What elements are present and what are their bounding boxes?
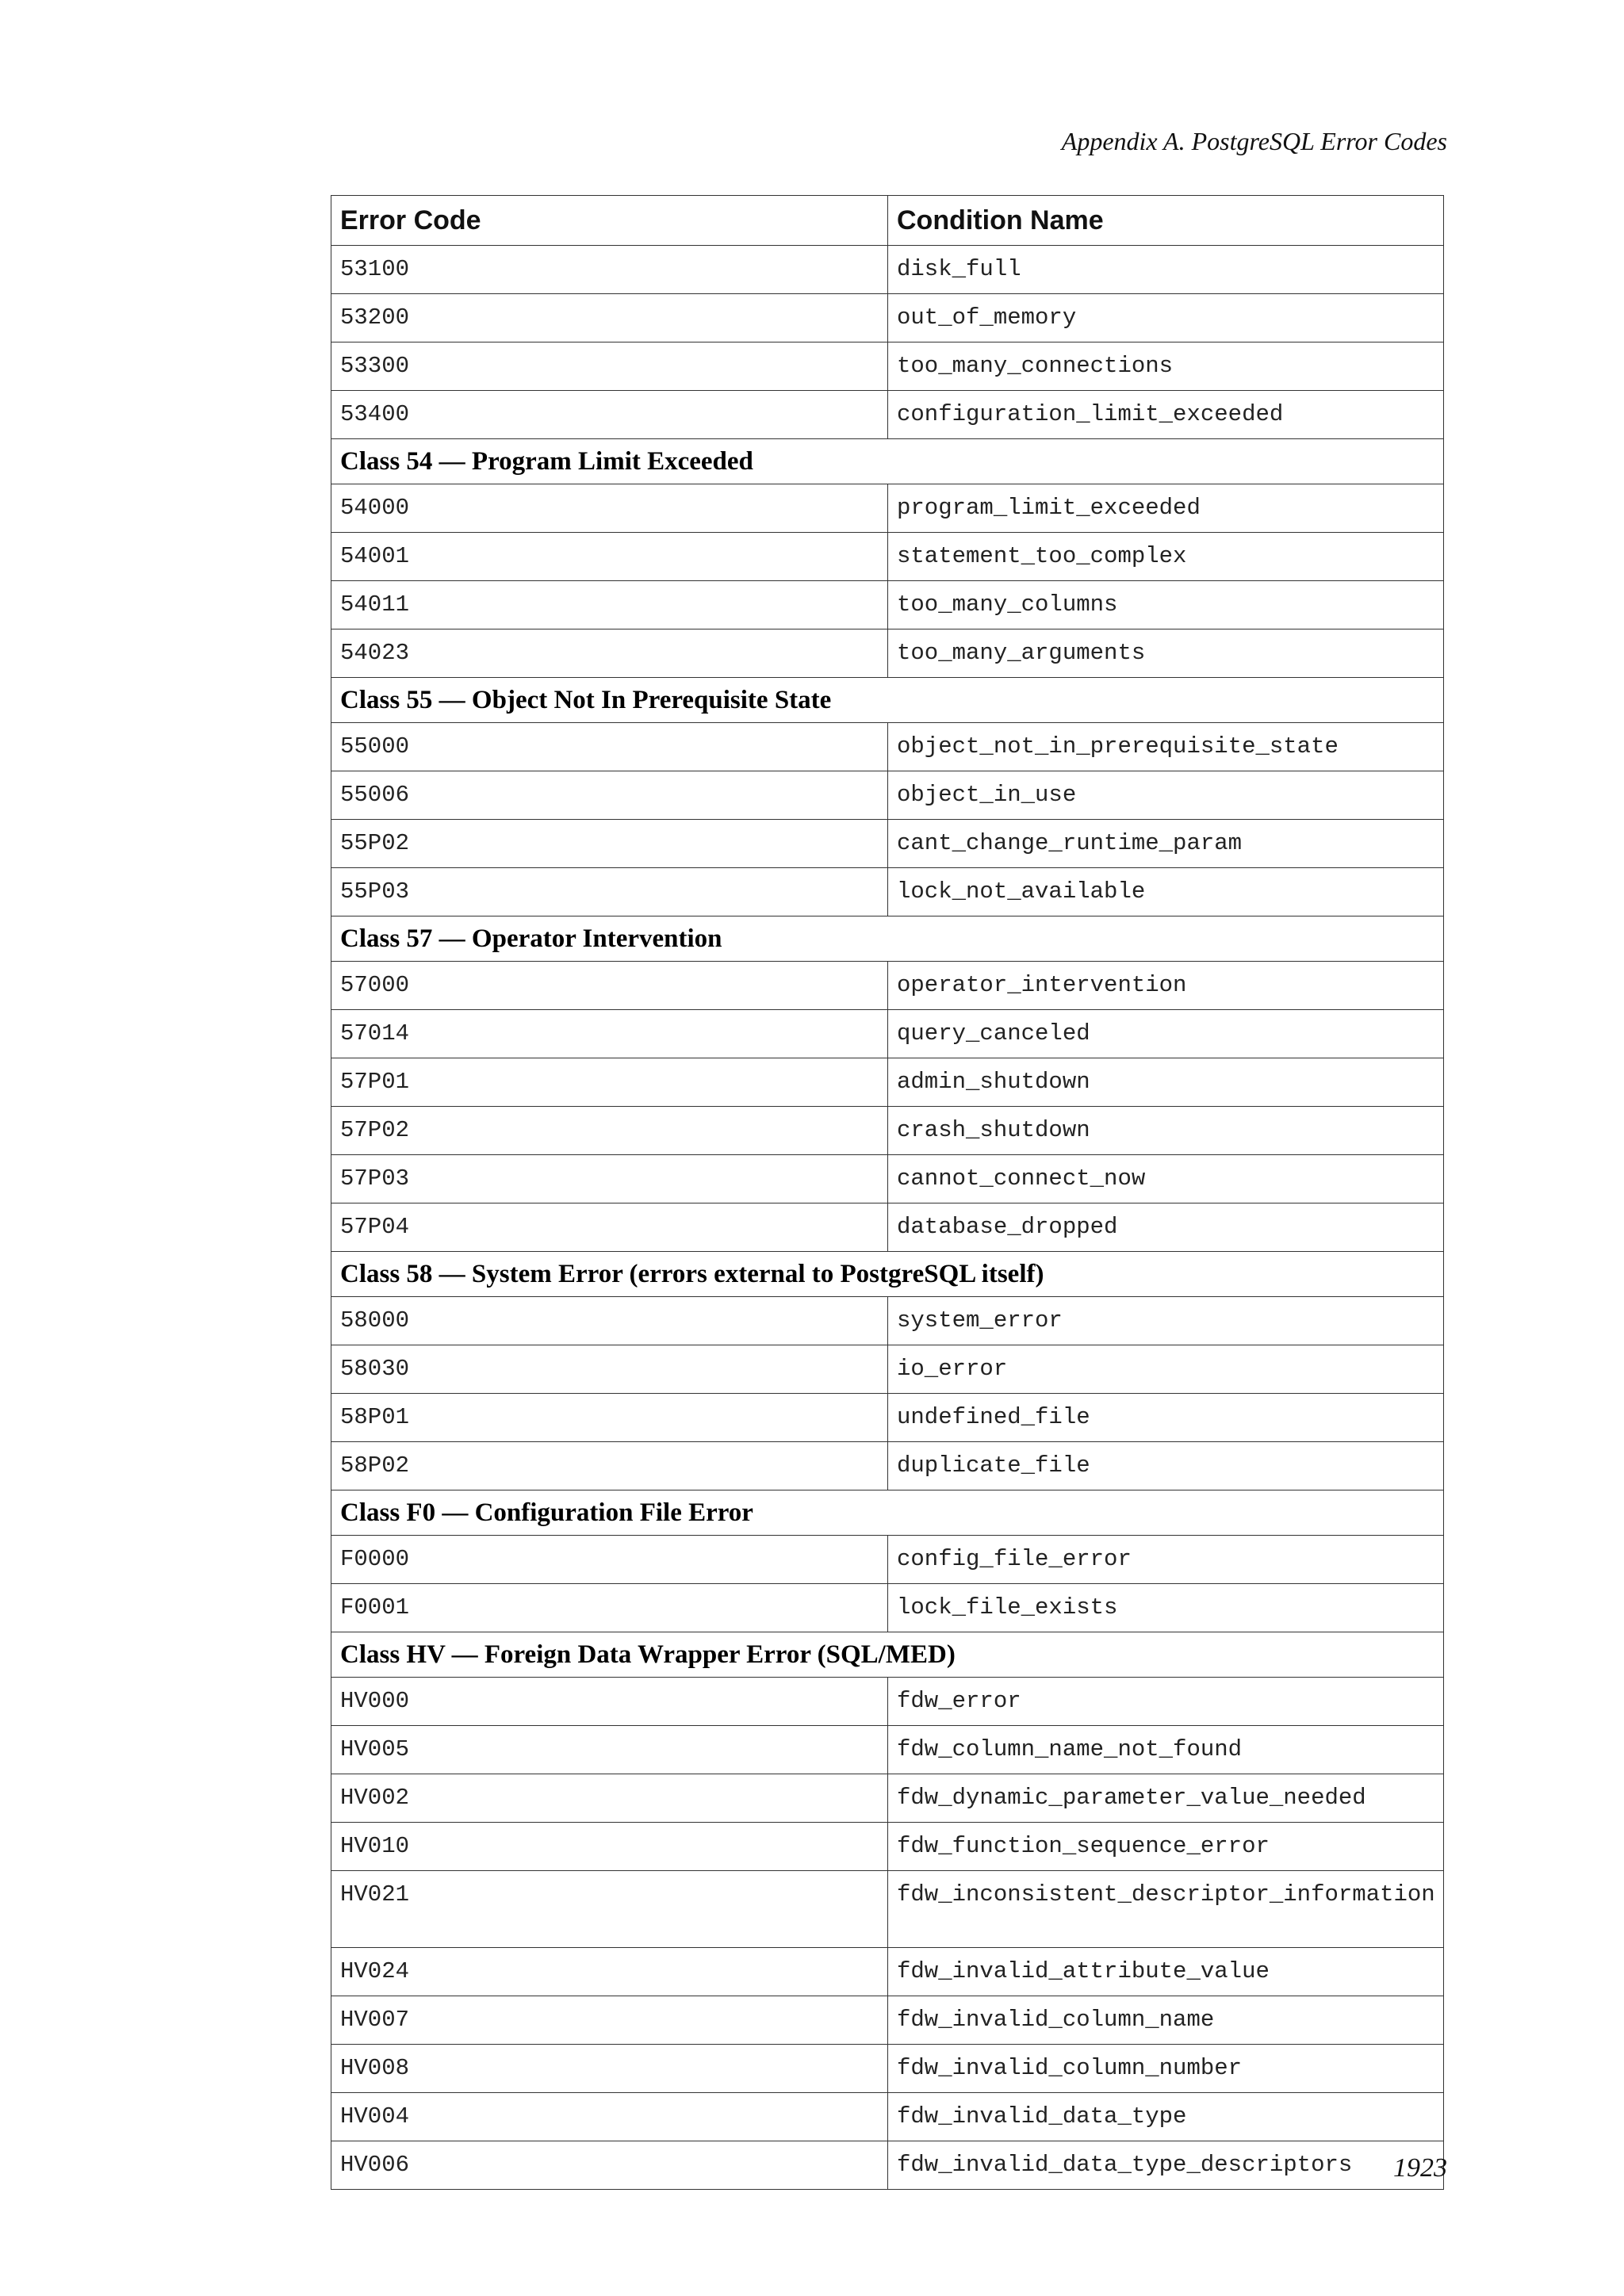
table-row <box>331 294 1444 342</box>
class-heading: Class 55 — Object Not In Prerequisite State <box>331 678 1444 723</box>
error-code-cell: 58030 <box>331 1345 888 1394</box>
error-code-cell: HV005 <box>331 1726 888 1774</box>
condition-name-cell: fdw_invalid_column_number <box>888 2045 1444 2093</box>
condition-name-cell: object_in_use <box>888 771 1444 820</box>
error-code-cell: 55006 <box>331 771 888 820</box>
table-row <box>331 1996 1444 2045</box>
error-code-cell: F0001 <box>331 1584 888 1632</box>
error-code-cell: HV006 <box>331 2141 888 2190</box>
error-code-cell: HV024 <box>331 1948 888 1996</box>
table-row <box>331 2093 1444 2141</box>
table-row <box>331 1536 1444 1584</box>
table-row <box>331 771 1444 820</box>
table-header-row <box>331 196 1444 246</box>
condition-name-cell: cannot_connect_now <box>888 1155 1444 1203</box>
error-code-cell: 55P03 <box>331 868 888 916</box>
condition-name-cell: admin_shutdown <box>888 1058 1444 1107</box>
error-code-cell: 57P02 <box>331 1107 888 1155</box>
class-heading-row <box>331 1632 1444 1678</box>
condition-name-cell: out_of_memory <box>888 294 1444 342</box>
error-code-cell: HV007 <box>331 1996 888 2045</box>
condition-name-cell: io_error <box>888 1345 1444 1394</box>
condition-name-cell: query_canceled <box>888 1010 1444 1058</box>
condition-name-cell: too_many_connections <box>888 342 1444 391</box>
table-row <box>331 629 1444 678</box>
condition-name-cell: disk_full <box>888 246 1444 294</box>
condition-name-cell: duplicate_file <box>888 1442 1444 1490</box>
condition-name-cell: program_limit_exceeded <box>888 484 1444 533</box>
table-row <box>331 1584 1444 1632</box>
condition-name-cell: fdw_invalid_column_name <box>888 1996 1444 2045</box>
condition-name-cell: operator_intervention <box>888 962 1444 1010</box>
table-body <box>331 246 1444 2190</box>
table-row <box>331 1297 1444 1345</box>
error-code-cell: HV008 <box>331 2045 888 2093</box>
error-code-cell: 57P04 <box>331 1203 888 1252</box>
table-row <box>331 533 1444 581</box>
condition-name-cell: fdw_column_name_not_found <box>888 1726 1444 1774</box>
error-code-cell: 58P01 <box>331 1394 888 1442</box>
condition-name-cell: config_file_error <box>888 1536 1444 1584</box>
condition-name-cell: fdw_invalid_data_type <box>888 2093 1444 2141</box>
condition-name-cell: too_many_arguments <box>888 629 1444 678</box>
condition-name-cell: object_not_in_prerequisite_state <box>888 723 1444 771</box>
error-codes-table <box>331 195 1444 2190</box>
condition-name-cell: statement_too_complex <box>888 533 1444 581</box>
error-code-cell: F0000 <box>331 1536 888 1584</box>
error-code-cell: 57000 <box>331 962 888 1010</box>
table-row <box>331 1871 1444 1948</box>
table-row <box>331 868 1444 916</box>
error-code-cell: 55P02 <box>331 820 888 868</box>
class-heading-row <box>331 1490 1444 1536</box>
condition-name-cell: fdw_inconsistent_descriptor_information <box>888 1871 1444 1948</box>
condition-name-cell: undefined_file <box>888 1394 1444 1442</box>
condition-name-cell: system_error <box>888 1297 1444 1345</box>
error-code-cell: 54023 <box>331 629 888 678</box>
class-heading-row <box>331 916 1444 962</box>
table-row <box>331 1726 1444 1774</box>
table-row <box>331 1155 1444 1203</box>
table-row <box>331 1774 1444 1823</box>
condition-name-cell: fdw_invalid_attribute_value <box>888 1948 1444 1996</box>
table-row <box>331 1948 1444 1996</box>
table-row <box>331 820 1444 868</box>
condition-name-cell: crash_shutdown <box>888 1107 1444 1155</box>
condition-name-cell: lock_not_available <box>888 868 1444 916</box>
condition-name-cell: configuration_limit_exceeded <box>888 391 1444 439</box>
table-row <box>331 1058 1444 1107</box>
table-row <box>331 2045 1444 2093</box>
error-code-cell: 53400 <box>331 391 888 439</box>
table-row <box>331 484 1444 533</box>
class-heading: Class 58 — System Error (errors external to PostgreSQL itself) <box>331 1252 1444 1297</box>
condition-name-cell: database_dropped <box>888 1203 1444 1252</box>
table-row <box>331 1010 1444 1058</box>
error-code-cell: 54001 <box>331 533 888 581</box>
table-row <box>331 246 1444 294</box>
table-row <box>331 1107 1444 1155</box>
error-code-cell: 57P01 <box>331 1058 888 1107</box>
table-row <box>331 1823 1444 1871</box>
error-code-cell: 57P03 <box>331 1155 888 1203</box>
table-row <box>331 342 1444 391</box>
table-row <box>331 1203 1444 1252</box>
error-code-cell: 53200 <box>331 294 888 342</box>
error-code-cell: HV021 <box>331 1871 888 1948</box>
table-row <box>331 962 1444 1010</box>
table-row <box>331 581 1444 629</box>
error-code-cell: 55000 <box>331 723 888 771</box>
table-row <box>331 723 1444 771</box>
error-code-cell: 58P02 <box>331 1442 888 1490</box>
error-code-cell: 57014 <box>331 1010 888 1058</box>
column-header-error-code: Error Code <box>331 196 888 246</box>
table-row <box>331 1678 1444 1726</box>
error-code-cell: 54000 <box>331 484 888 533</box>
class-heading-row <box>331 439 1444 484</box>
page-header: Appendix A. PostgreSQL Error Codes <box>1061 127 1447 155</box>
condition-name-cell: cant_change_runtime_param <box>888 820 1444 868</box>
condition-name-cell: fdw_error <box>888 1678 1444 1726</box>
condition-name-cell: fdw_invalid_data_type_descriptors <box>888 2141 1444 2190</box>
error-code-cell: 53100 <box>331 246 888 294</box>
error-code-cell: HV002 <box>331 1774 888 1823</box>
class-heading: Class F0 — Configuration File Error <box>331 1490 1444 1536</box>
error-code-cell: HV000 <box>331 1678 888 1726</box>
page-number: 1923 <box>1393 2153 1447 2183</box>
class-heading: Class 57 — Operator Intervention <box>331 916 1444 962</box>
condition-name-cell: too_many_columns <box>888 581 1444 629</box>
class-heading-row <box>331 1252 1444 1297</box>
error-code-cell: HV004 <box>331 2093 888 2141</box>
table-row <box>331 391 1444 439</box>
class-heading: Class HV — Foreign Data Wrapper Error (SQL/MED) <box>331 1632 1444 1678</box>
table-row <box>331 2141 1444 2190</box>
table-row <box>331 1442 1444 1490</box>
column-header-condition-name: Condition Name <box>888 196 1444 246</box>
condition-name-cell: fdw_function_sequence_error <box>888 1823 1444 1871</box>
error-code-cell: HV010 <box>331 1823 888 1871</box>
class-heading-row <box>331 678 1444 723</box>
condition-name-cell: fdw_dynamic_parameter_value_needed <box>888 1774 1444 1823</box>
error-code-cell: 58000 <box>331 1297 888 1345</box>
condition-name-cell: lock_file_exists <box>888 1584 1444 1632</box>
table-row <box>331 1394 1444 1442</box>
error-code-cell: 53300 <box>331 342 888 391</box>
table-row <box>331 1345 1444 1394</box>
class-heading: Class 54 — Program Limit Exceeded <box>331 439 1444 484</box>
error-code-cell: 54011 <box>331 581 888 629</box>
